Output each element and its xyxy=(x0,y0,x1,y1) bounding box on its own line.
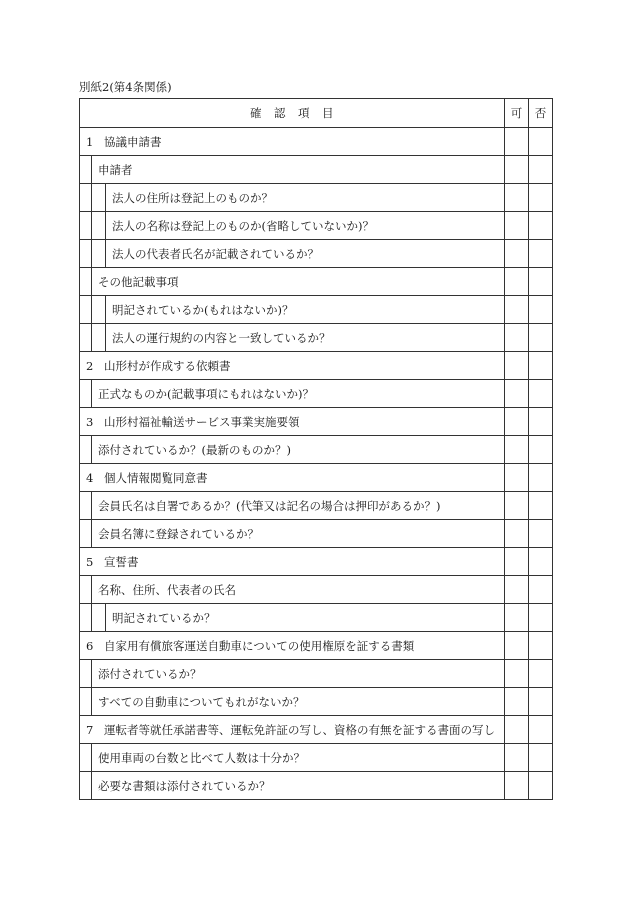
table-row xyxy=(80,156,553,184)
indent-border xyxy=(80,184,92,211)
header-item: 確 認 項 目 xyxy=(80,99,505,128)
section-number: 4 xyxy=(86,470,94,485)
section-number: 3 xyxy=(86,414,94,429)
table-row xyxy=(80,520,553,548)
checklist-body xyxy=(80,128,553,800)
checklist-item-cell xyxy=(80,492,505,520)
section-text: 個人情報閲覧同意書 xyxy=(104,470,208,485)
section-text: 山形村が作成する依頼書 xyxy=(104,358,231,373)
table-row xyxy=(80,772,553,800)
hi-checkbox-cell[interactable] xyxy=(529,604,553,632)
hi-checkbox-cell[interactable] xyxy=(529,268,553,296)
hi-checkbox-cell[interactable] xyxy=(529,716,553,744)
subsection-text: 使用車両の台数と比べて人数は十分か？ xyxy=(98,750,305,765)
hi-checkbox-cell[interactable] xyxy=(529,324,553,352)
table-row xyxy=(80,492,553,520)
hi-checkbox-cell[interactable] xyxy=(529,492,553,520)
checklist-item-cell xyxy=(80,324,505,352)
indent-border xyxy=(80,296,92,323)
table-header-row xyxy=(80,99,553,128)
hi-checkbox-cell[interactable] xyxy=(529,772,553,800)
subsection-text: 添付されているか？ xyxy=(98,666,202,681)
check-question: 法人の運行規約の内容と一致しているか？ xyxy=(112,330,331,345)
table-row xyxy=(80,240,553,268)
section-title xyxy=(80,548,139,575)
section-text: 自家用有償旅客運送自動車についての使用権原を証する書類 xyxy=(104,638,415,653)
hi-checkbox-cell[interactable] xyxy=(529,128,553,156)
checklist-item-cell xyxy=(80,156,505,184)
table-row xyxy=(80,212,553,240)
table-row xyxy=(80,408,553,436)
hi-checkbox-cell[interactable] xyxy=(529,632,553,660)
table-row xyxy=(80,716,553,744)
hi-checkbox-cell[interactable] xyxy=(529,184,553,212)
ka-checkbox-cell[interactable] xyxy=(505,464,529,492)
section-number: 1 xyxy=(86,134,94,149)
subsection-text: 申請者 xyxy=(98,162,133,177)
checklist-item-cell xyxy=(80,408,505,436)
hi-checkbox-cell[interactable] xyxy=(529,520,553,548)
section-text: 山形村福祉輸送サービス事業実施要領 xyxy=(104,414,300,429)
section-title xyxy=(80,716,495,743)
checklist-item-cell xyxy=(80,520,505,548)
ka-checkbox-cell[interactable] xyxy=(505,548,529,576)
ka-checkbox-cell[interactable] xyxy=(505,660,529,688)
table-row xyxy=(80,268,553,296)
checklist-item-cell xyxy=(80,184,505,212)
table-row xyxy=(80,380,553,408)
hi-checkbox-cell[interactable] xyxy=(529,156,553,184)
checklist-item-cell xyxy=(80,632,505,660)
indent-border xyxy=(80,688,92,715)
checklist-item-cell xyxy=(80,660,505,688)
indent-border xyxy=(80,604,92,631)
indent-border xyxy=(92,184,106,211)
table-row xyxy=(80,576,553,604)
hi-checkbox-cell[interactable] xyxy=(529,548,553,576)
check-question: 明記されているか(もれはないか)？ xyxy=(112,302,294,317)
checklist-item-cell xyxy=(80,212,505,240)
ka-checkbox-cell[interactable] xyxy=(505,240,529,268)
ka-checkbox-cell[interactable] xyxy=(505,716,529,744)
section-title xyxy=(80,408,300,435)
ka-checkbox-cell[interactable] xyxy=(505,520,529,548)
section-text: 宣誓書 xyxy=(104,554,139,569)
hi-checkbox-cell[interactable] xyxy=(529,744,553,772)
hi-checkbox-cell[interactable] xyxy=(529,660,553,688)
document-label: 別紙2(第4条関係) xyxy=(79,80,172,94)
checklist-item-cell xyxy=(80,128,505,156)
section-title xyxy=(80,352,231,379)
subsection-text: すべての自動車についてもれがないか？ xyxy=(98,694,305,709)
section-number: 2 xyxy=(86,358,94,373)
table-row xyxy=(80,464,553,492)
ka-checkbox-cell[interactable] xyxy=(505,436,529,464)
checklist-item-cell xyxy=(80,436,505,464)
ka-checkbox-cell[interactable] xyxy=(505,324,529,352)
ka-checkbox-cell[interactable] xyxy=(505,156,529,184)
subsection-text: 添付されているか？(最新のものか？) xyxy=(98,442,291,457)
table-row xyxy=(80,632,553,660)
hi-checkbox-cell[interactable] xyxy=(529,352,553,380)
section-text: 運転者等就任承諾書等、運転免許証の写し、資格の有無を証する書面の写し xyxy=(104,722,495,737)
check-question: 法人の代表者氏名が記載されているか？ xyxy=(112,246,319,261)
indent-border xyxy=(80,268,92,295)
header-ka: 可 xyxy=(505,99,529,128)
table-row xyxy=(80,548,553,576)
indent-border xyxy=(92,212,106,239)
hi-checkbox-cell[interactable] xyxy=(529,296,553,324)
hi-checkbox-cell[interactable] xyxy=(529,212,553,240)
indent-border xyxy=(80,436,92,463)
ka-checkbox-cell[interactable] xyxy=(505,184,529,212)
indent-border xyxy=(92,296,106,323)
checklist-item-cell xyxy=(80,380,505,408)
hi-checkbox-cell[interactable] xyxy=(529,576,553,604)
table-row xyxy=(80,128,553,156)
indent-border xyxy=(80,324,92,351)
checklist-table xyxy=(79,98,553,800)
table-row xyxy=(80,184,553,212)
ka-checkbox-cell[interactable] xyxy=(505,688,529,716)
check-question: 法人の住所は登記上のものか？ xyxy=(112,190,273,205)
section-number: 6 xyxy=(86,638,94,653)
table-row xyxy=(80,436,553,464)
indent-border xyxy=(80,576,92,603)
table-row xyxy=(80,744,553,772)
checklist-item-cell xyxy=(80,240,505,268)
hi-checkbox-cell[interactable] xyxy=(529,380,553,408)
hi-checkbox-cell[interactable] xyxy=(529,408,553,436)
ka-checkbox-cell[interactable] xyxy=(505,632,529,660)
checklist-item-cell xyxy=(80,548,505,576)
indent-border xyxy=(80,660,92,687)
subsection-text: 会員氏名は自署であるか？(代筆又は記名の場合は押印があるか？) xyxy=(98,498,441,513)
checklist-item-cell xyxy=(80,772,505,800)
table-row xyxy=(80,296,553,324)
indent-border xyxy=(80,156,92,183)
checklist-item-cell xyxy=(80,296,505,324)
section-number: 7 xyxy=(86,722,94,737)
header-hi: 否 xyxy=(529,99,553,128)
indent-border xyxy=(92,324,106,351)
section-title xyxy=(80,128,162,155)
checklist-item-cell xyxy=(80,464,505,492)
ka-checkbox-cell[interactable] xyxy=(505,296,529,324)
hi-checkbox-cell[interactable] xyxy=(529,240,553,268)
subsection-text: 必要な書類は添付されているか？ xyxy=(98,778,271,793)
ka-checkbox-cell[interactable] xyxy=(505,408,529,436)
table-row xyxy=(80,604,553,632)
ka-checkbox-cell[interactable] xyxy=(505,492,529,520)
ka-checkbox-cell[interactable] xyxy=(505,352,529,380)
indent-border xyxy=(80,520,92,547)
indent-border xyxy=(80,492,92,519)
ka-checkbox-cell[interactable] xyxy=(505,380,529,408)
subsection-text: 会員名簿に登録されているか？ xyxy=(98,526,259,541)
indent-border xyxy=(80,240,92,267)
subsection-text: その他記載事項 xyxy=(98,274,179,289)
checklist-item-cell xyxy=(80,352,505,380)
section-text: 協議申請書 xyxy=(104,134,162,149)
ka-checkbox-cell[interactable] xyxy=(505,212,529,240)
checklist-item-cell xyxy=(80,268,505,296)
ka-checkbox-cell[interactable] xyxy=(505,576,529,604)
section-number: 5 xyxy=(86,554,94,569)
ka-checkbox-cell[interactable] xyxy=(505,604,529,632)
checklist-item-cell xyxy=(80,576,505,604)
table-row xyxy=(80,688,553,716)
hi-checkbox-cell[interactable] xyxy=(529,436,553,464)
indent-border xyxy=(80,744,92,771)
indent-border xyxy=(80,212,92,239)
ka-checkbox-cell[interactable] xyxy=(505,744,529,772)
table-row xyxy=(80,324,553,352)
checklist-item-cell xyxy=(80,744,505,772)
indent-border xyxy=(92,604,106,631)
subsection-text: 名称、住所、代表者の氏名 xyxy=(98,582,236,597)
ka-checkbox-cell[interactable] xyxy=(505,772,529,800)
indent-border xyxy=(80,772,92,799)
ka-checkbox-cell[interactable] xyxy=(505,128,529,156)
check-question: 明記されているか？ xyxy=(112,610,216,625)
hi-checkbox-cell[interactable] xyxy=(529,688,553,716)
table-row xyxy=(80,352,553,380)
checklist-item-cell xyxy=(80,716,505,744)
indent-border xyxy=(92,240,106,267)
hi-checkbox-cell[interactable] xyxy=(529,464,553,492)
subsection-text: 正式なものか(記載事項にもれはないか)？ xyxy=(98,386,314,401)
section-title xyxy=(80,632,414,659)
section-title xyxy=(80,464,208,491)
checklist-item-cell xyxy=(80,688,505,716)
check-question: 法人の名称は登記上のものか(省略していないか)？ xyxy=(112,218,374,233)
ka-checkbox-cell[interactable] xyxy=(505,268,529,296)
indent-border xyxy=(80,380,92,407)
table-row xyxy=(80,660,553,688)
checklist-item-cell xyxy=(80,604,505,632)
